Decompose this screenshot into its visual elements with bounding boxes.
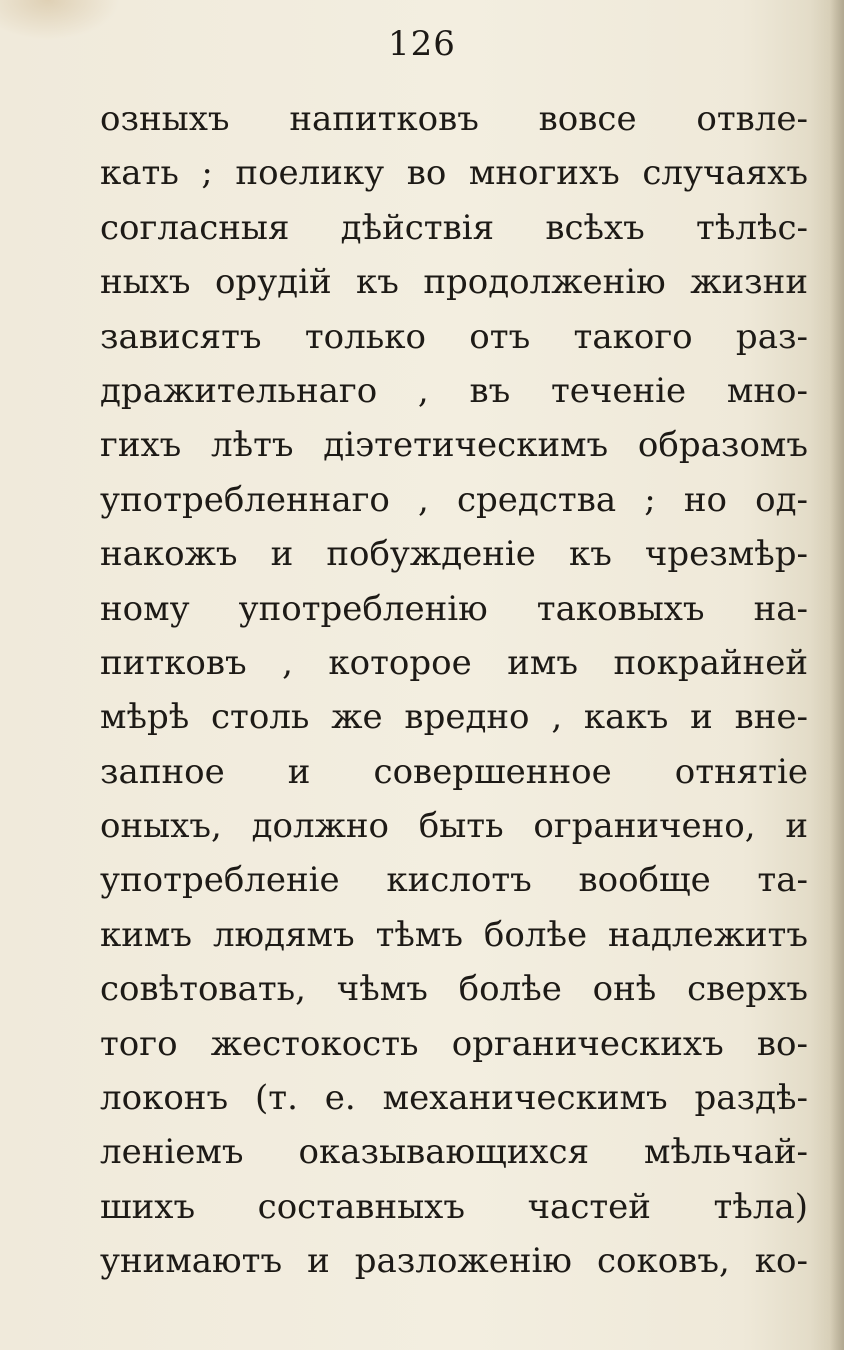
text-line: шихъ составныхъ частей тѣла) [100, 1186, 808, 1227]
text-line: леніемъ оказывающихся мѣльчай- [100, 1132, 808, 1173]
text-line: употребленнаго , средства ; но од- [100, 479, 808, 520]
text-line: ныхъ орудій къ продолженію жизни [100, 262, 808, 303]
text-line: накожъ и побужденіе къ чрезмѣр- [100, 534, 808, 575]
text-line: оныхъ, должно быть ограничено, и [100, 806, 808, 847]
text-line: совѣтовать, чѣмъ болѣе онѣ сверхъ [100, 969, 808, 1010]
text-line: употребленіе кислотъ вообще та- [100, 860, 808, 901]
text-line: запное и совершенное отнятіе [100, 751, 808, 792]
text-line: мѣрѣ столь же вредно , какъ и вне- [100, 697, 808, 738]
text-line: гихъ лѣтъ діэтетическимъ образомъ [100, 425, 808, 466]
body-text [100, 92, 808, 1289]
text-line: дражительнаго , въ теченіе мно- [100, 370, 808, 411]
text-line: зависятъ только отъ такого раз- [100, 316, 808, 357]
text-line: локонъ (т. е. механическимъ раздѣ- [100, 1078, 808, 1119]
page-number: 126 [388, 24, 456, 64]
page-edge-shadow [830, 0, 844, 1350]
text-line: ному употребленію таковыхъ на- [100, 588, 808, 629]
text-line: озныхъ напитковъ вовсе отвле- [100, 99, 808, 139]
text-line: кимъ людямъ тѣмъ болѣе надлежитъ [100, 914, 808, 955]
text-line: питковъ , которое имъ покрайней [100, 642, 808, 683]
text-line: кать ; поелику во многихъ случаяхъ [100, 153, 808, 194]
text-line: того жестокость органическихъ во- [100, 1023, 808, 1064]
text-line: согласныя дѣйствія всѣхъ тѣлѣс- [100, 207, 808, 248]
text-line: унимаютъ и разложенію соковъ, ко- [100, 1241, 808, 1282]
